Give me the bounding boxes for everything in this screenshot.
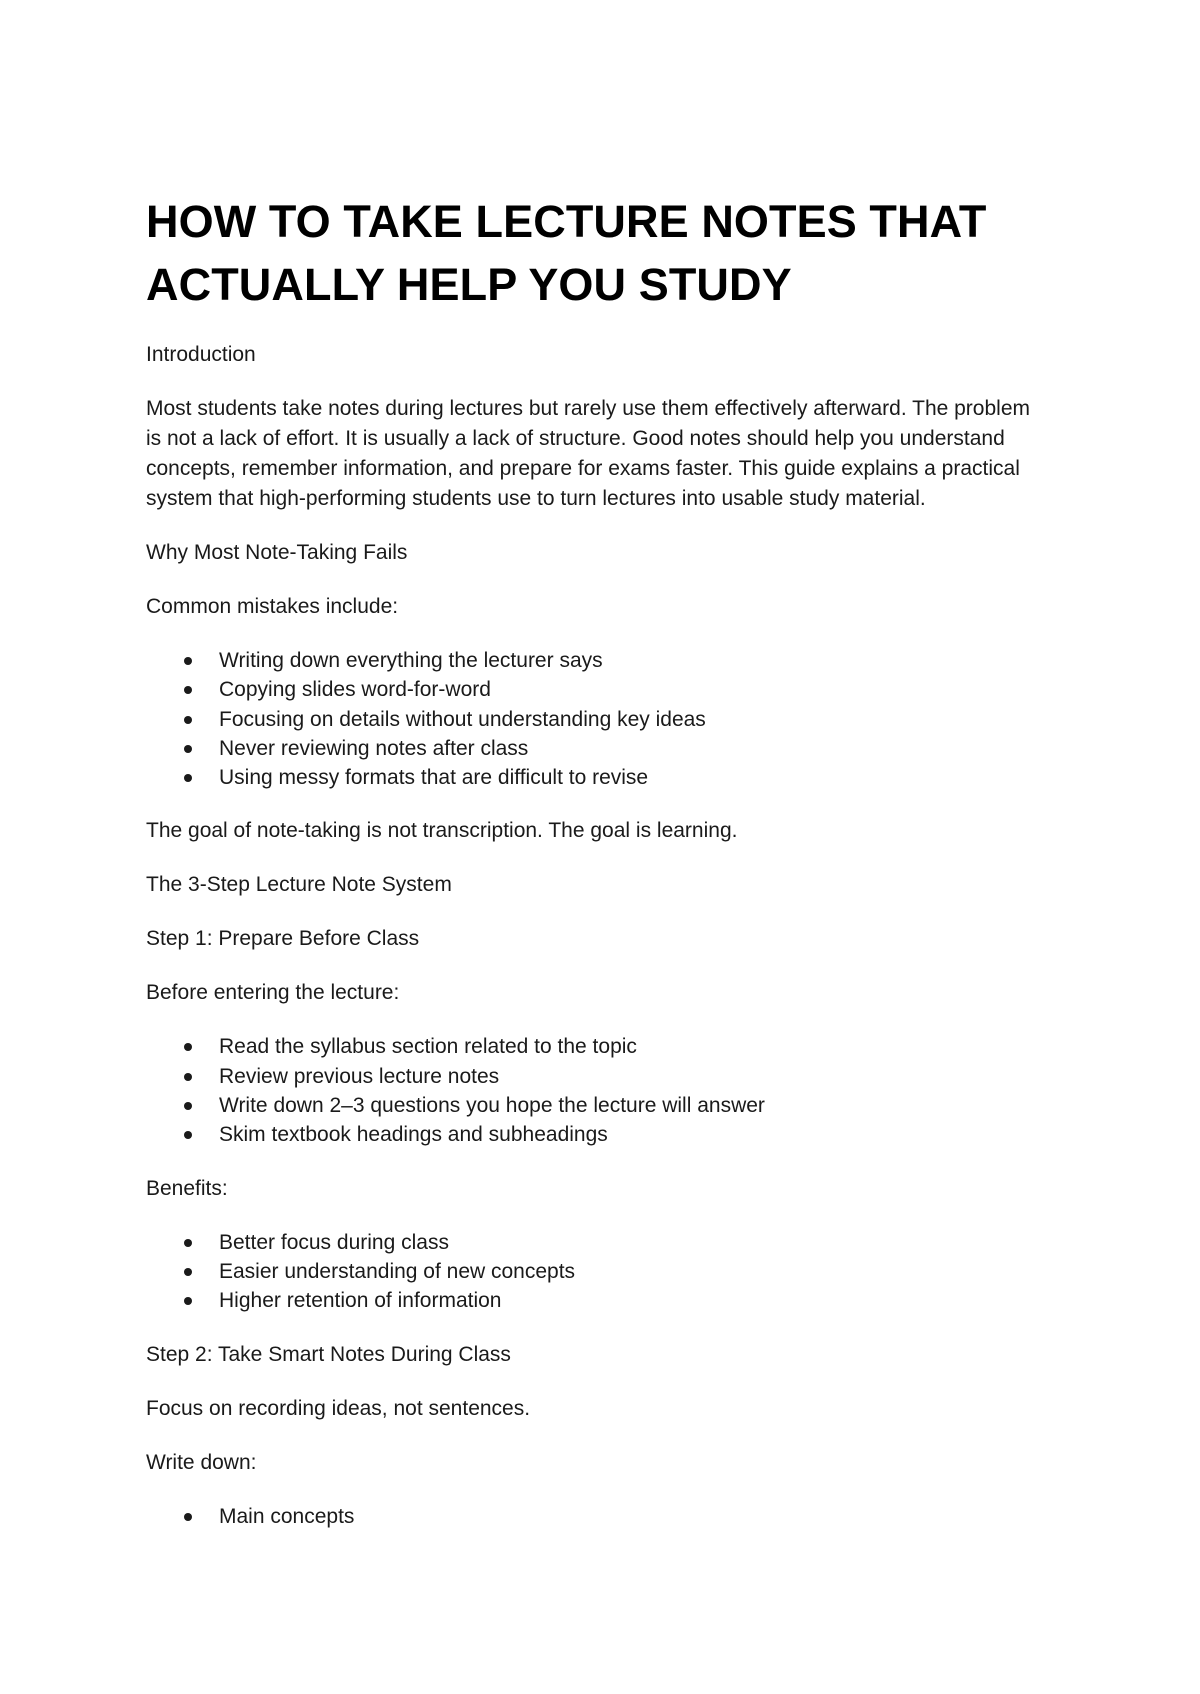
fails-heading: Why Most Note-Taking Fails bbox=[146, 541, 408, 564]
list-item bbox=[146, 1257, 1046, 1286]
bullet-icon bbox=[184, 1102, 192, 1110]
list-item-text: Copying slides word-for-word bbox=[219, 678, 491, 702]
before-list bbox=[146, 1032, 1046, 1149]
intro-heading: Introduction bbox=[146, 343, 256, 366]
title-line-1: HOW TO TAKE LECTURE NOTES THAT bbox=[146, 196, 987, 247]
bullet-icon bbox=[184, 1513, 192, 1521]
bullet-icon bbox=[184, 1043, 192, 1051]
document-content bbox=[146, 190, 1046, 1531]
document-title bbox=[146, 190, 1046, 316]
benefits-lead: Benefits: bbox=[146, 1176, 228, 1200]
list-item bbox=[146, 646, 1046, 675]
list-item-text: Writing down everything the lecturer says bbox=[219, 649, 603, 672]
list-item-text: Review previous lecture notes bbox=[219, 1064, 500, 1088]
list-item bbox=[146, 1120, 1046, 1149]
list-item-text: Better focus during class bbox=[219, 1230, 449, 1254]
mistakes-list bbox=[146, 646, 1046, 792]
list-item bbox=[146, 734, 1046, 763]
list-item bbox=[146, 705, 1046, 734]
bullet-icon bbox=[184, 1268, 192, 1276]
intro-paragraph: Most students take notes during lectures but rarely use them effectively afterward. The problem is not a lack of effort. It is usually a lack of structure. Good notes should help you understand concepts, remember information, and prepare for exams faster. This guide explains a practical system that high-performing students use to turn lectures into usable study material. bbox=[146, 397, 1030, 510]
bullet-icon bbox=[184, 774, 192, 782]
bullet-icon bbox=[184, 1239, 192, 1247]
focus-paragraph: Focus on recording ideas, not sentences. bbox=[146, 1396, 531, 1420]
list-item-text: Never reviewing notes after class bbox=[219, 736, 529, 760]
system-heading: The 3-Step Lecture Note System bbox=[146, 873, 452, 897]
bullet-icon bbox=[184, 745, 192, 753]
goal-paragraph: The goal of note-taking is not transcription. The goal is learning. bbox=[146, 819, 738, 843]
write-lead: Write down: bbox=[146, 1450, 257, 1474]
list-item bbox=[146, 1032, 1046, 1061]
list-item bbox=[146, 1502, 1046, 1531]
bullet-icon bbox=[184, 716, 192, 724]
list-item-text: Higher retention of information bbox=[219, 1289, 502, 1313]
bullet-icon bbox=[184, 657, 192, 665]
mistakes-lead: Common mistakes include: bbox=[146, 595, 399, 618]
list-item bbox=[146, 1091, 1046, 1120]
list-item-text: Skim textbook headings and subheadings bbox=[219, 1123, 608, 1147]
list-item-text: Easier understanding of new concepts bbox=[219, 1259, 576, 1283]
list-item bbox=[146, 1228, 1046, 1257]
step2-heading: Step 2: Take Smart Notes During Class bbox=[146, 1342, 511, 1366]
list-item bbox=[146, 1062, 1046, 1091]
title-line-2: ACTUALLY HELP YOU STUDY bbox=[146, 259, 792, 310]
list-item-text: Main concepts bbox=[219, 1504, 355, 1528]
list-item bbox=[146, 675, 1046, 704]
bullet-icon bbox=[184, 1131, 192, 1139]
list-item-text: Read the syllabus section related to the topic bbox=[219, 1035, 637, 1059]
benefits-list bbox=[146, 1228, 1046, 1316]
list-item bbox=[146, 763, 1046, 792]
list-item bbox=[146, 1286, 1046, 1315]
bullet-icon bbox=[184, 1297, 192, 1305]
bullet-icon bbox=[184, 1073, 192, 1081]
list-item-text: Write down 2–3 questions you hope the lecture will answer bbox=[219, 1094, 765, 1118]
before-lead: Before entering the lecture: bbox=[146, 981, 400, 1005]
write-list bbox=[146, 1502, 1046, 1531]
list-item-text: Using messy formats that are difficult to revise bbox=[219, 766, 649, 790]
step1-heading: Step 1: Prepare Before Class bbox=[146, 927, 420, 951]
bullet-icon bbox=[184, 686, 192, 694]
list-item-text: Focusing on details without understanding key ideas bbox=[219, 707, 706, 731]
